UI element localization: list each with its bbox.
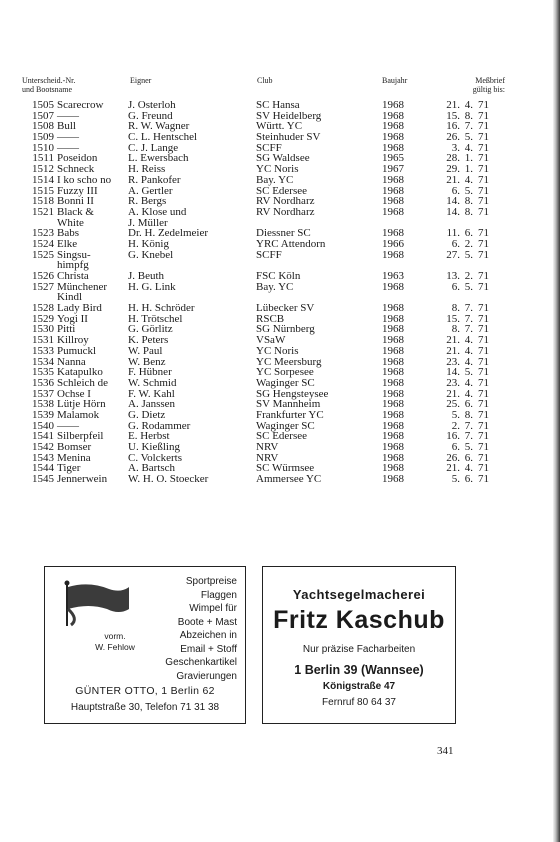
valid-month: 6. — [464, 473, 473, 486]
company-address-line: Hauptstraße 30, Telefon 71 31 38 — [70, 702, 220, 713]
boat-name: Elke — [57, 237, 78, 250]
boat-number: 1534 — [32, 355, 54, 368]
build-year: 1968 — [382, 376, 404, 389]
valid-day: 21. — [446, 334, 460, 347]
valid-month: 5. — [464, 184, 473, 197]
club-name: FSC Köln — [256, 270, 301, 283]
valid-year: 71 — [478, 419, 489, 432]
header-owner: Eigner — [130, 76, 152, 85]
boat-name: Killroy — [57, 334, 89, 347]
boat-number: 1511 — [32, 152, 54, 165]
product-item: Wimpel für — [189, 603, 237, 614]
formerly-label: vorm. W. Fehlow — [95, 631, 135, 652]
header-valid-until: Meßbrief gültig bis: — [472, 76, 505, 94]
owner-name: Dr. H. Zedelmeier — [128, 227, 209, 240]
valid-day: 6. — [451, 441, 460, 454]
valid-month: 4. — [464, 141, 473, 154]
boat-name: —— — [57, 109, 79, 122]
boat-name: Bomser — [57, 441, 92, 454]
valid-year: 71 — [478, 141, 489, 154]
boat-number: 1542 — [32, 441, 54, 454]
valid-month: 5. — [464, 280, 473, 293]
build-year: 1968 — [382, 248, 404, 261]
owner-name: E. Herbst — [128, 430, 170, 443]
build-year: 1968 — [382, 184, 404, 197]
valid-year: 71 — [478, 227, 489, 240]
valid-year: 71 — [478, 366, 489, 379]
boat-name: —— — [57, 131, 79, 144]
club-name: Frankfurter YC — [256, 408, 324, 421]
valid-day: 6. — [451, 237, 460, 250]
boat-number: 1525 — [32, 248, 54, 261]
valid-day: 21. — [446, 344, 460, 357]
owner-name: G. Knebel — [128, 248, 174, 261]
build-year: 1968 — [382, 387, 404, 400]
header-club: Club — [257, 76, 273, 85]
valid-year: 71 — [478, 323, 489, 336]
boat-register-table — [0, 100, 560, 485]
ad-slogan: Nur präzise Facharbeiten — [302, 644, 416, 655]
club-name: SC Edersee — [256, 184, 308, 197]
boat-number: 1505 — [32, 99, 54, 111]
product-item: Flaggen — [200, 589, 237, 601]
boat-name: Lütje Hörn — [57, 398, 106, 411]
valid-month: 7. — [464, 419, 473, 432]
club-name: RV Nordharz — [256, 195, 315, 208]
product-item: Boote + Mast — [177, 616, 237, 628]
table-row — [0, 207, 560, 228]
club-name: SV Mannheim — [256, 398, 321, 411]
boat-number: 1544 — [32, 462, 54, 475]
boat-number: 1538 — [32, 398, 54, 411]
build-year: 1968 — [382, 141, 404, 154]
club-name: SC Edersee — [256, 430, 308, 443]
valid-year: 71 — [478, 205, 489, 218]
owner-name: A. Klose und J. Müller — [128, 205, 187, 229]
valid-month: 1. — [464, 152, 473, 165]
club-name: Ammersee YC — [256, 473, 322, 486]
club-name: Waginger SC — [256, 376, 315, 389]
build-year: 1968 — [382, 355, 404, 368]
valid-day: 15. — [446, 312, 460, 325]
boat-name: Black & White — [57, 205, 94, 229]
valid-month: 4. — [464, 99, 473, 111]
valid-year: 71 — [478, 462, 489, 475]
boat-name: Christa — [57, 270, 89, 283]
valid-day: 16. — [446, 120, 460, 133]
build-year: 1968 — [382, 302, 404, 315]
valid-day: 14. — [446, 366, 460, 379]
valid-month: 5. — [464, 441, 473, 454]
valid-year: 71 — [478, 280, 489, 293]
owner-name: G. Rodammer — [128, 419, 191, 432]
valid-day: 8. — [451, 323, 460, 336]
table-row — [0, 282, 560, 303]
valid-day: 6. — [451, 184, 460, 197]
valid-day: 29. — [446, 163, 460, 176]
club-name: Diessner SC — [256, 227, 311, 240]
build-year: 1968 — [382, 451, 404, 464]
boat-name: Yogi II — [57, 312, 88, 325]
valid-day: 13. — [446, 270, 460, 283]
club-name: RV Nordharz — [256, 205, 315, 218]
ad-city: 1 Berlin 39 (Wannsee) — [294, 663, 424, 677]
header-year: Baujahr — [382, 76, 408, 85]
valid-month: 7. — [464, 120, 473, 133]
owner-name: A. Janssen — [128, 398, 176, 411]
valid-year: 71 — [478, 408, 489, 421]
build-year: 1968 — [382, 366, 404, 379]
owner-name: W. Schmid — [128, 376, 177, 389]
valid-month: 8. — [464, 195, 473, 208]
boat-name: Tiger — [57, 462, 81, 475]
valid-month: 4. — [464, 344, 473, 357]
owner-name: R. W. Wagner — [128, 120, 190, 133]
boat-name: —— — [57, 419, 79, 432]
ad-street: Königstraße 47 — [322, 681, 396, 692]
owner-name: R. Pankofer — [128, 173, 181, 186]
club-name: YC Sorpesee — [256, 366, 314, 379]
build-year: 1968 — [382, 398, 404, 411]
build-year: 1968 — [382, 195, 404, 208]
valid-month: 2. — [464, 270, 473, 283]
valid-day: 5. — [451, 473, 460, 486]
boat-name: Schneck — [57, 163, 95, 176]
boat-number: 1518 — [32, 195, 54, 208]
boat-number: 1512 — [32, 163, 54, 176]
table-row — [0, 175, 560, 186]
boat-number: 1521 — [32, 205, 54, 218]
valid-month: 7. — [464, 323, 473, 336]
owner-name: A. Gertler — [128, 184, 173, 197]
ad-company-name: Fritz Kaschub — [273, 606, 445, 634]
build-year: 1968 — [382, 430, 404, 443]
ad-trade: Yachtsegelmacherei — [292, 587, 426, 602]
valid-month: 7. — [464, 312, 473, 325]
page-number: 341 — [437, 745, 454, 757]
product-item: Sportpreise — [185, 576, 237, 587]
table-row — [0, 378, 560, 389]
valid-day: 26. — [446, 451, 460, 464]
boat-name: Poseidon — [57, 152, 98, 165]
valid-day: 21. — [446, 462, 460, 475]
club-name: SC Hansa — [256, 99, 300, 111]
owner-name: A. Bartsch — [128, 462, 176, 475]
valid-day: 11. — [446, 227, 460, 240]
club-name: YC Noris — [256, 163, 299, 176]
build-year: 1963 — [382, 270, 404, 283]
valid-day: 5. — [451, 408, 460, 421]
owner-name: G. Görlitz — [128, 323, 173, 336]
boat-number: 1535 — [32, 366, 54, 379]
ad-phone: Fernruf 80 64 37 — [322, 697, 396, 708]
boat-name: Jennerwein — [57, 473, 108, 486]
valid-year: 71 — [478, 109, 489, 122]
owner-name: H. G. Link — [128, 280, 176, 293]
valid-day: 16. — [446, 430, 460, 443]
valid-year: 71 — [478, 355, 489, 368]
build-year: 1968 — [382, 280, 404, 293]
club-name: SV Heidelberg — [256, 109, 322, 122]
valid-month: 4. — [464, 334, 473, 347]
boat-number: 1524 — [32, 237, 54, 250]
valid-year: 71 — [478, 430, 489, 443]
boat-name: Babs — [57, 227, 79, 240]
boat-name: Katapulko — [57, 366, 103, 379]
owner-name: G. Freund — [128, 109, 173, 122]
valid-year: 71 — [478, 163, 489, 176]
product-item: Gravierungen — [176, 670, 237, 682]
boat-name: Scarecrow — [57, 99, 104, 111]
build-year: 1967 — [382, 163, 404, 176]
build-year: 1968 — [382, 408, 404, 421]
boat-name: Fuzzy III — [57, 184, 98, 197]
valid-day: 14. — [446, 205, 460, 218]
valid-day: 6. — [451, 280, 460, 293]
club-name: Württ. YC — [256, 120, 303, 133]
valid-year: 71 — [478, 334, 489, 347]
club-name: Bay. YC — [256, 173, 294, 186]
boat-number: 1536 — [32, 376, 54, 389]
build-year: 1968 — [382, 334, 404, 347]
boat-number: 1545 — [32, 473, 54, 486]
build-year: 1968 — [382, 462, 404, 475]
boat-number: 1537 — [32, 387, 54, 400]
club-name: SG Hengsteysee — [256, 387, 329, 400]
valid-year: 71 — [478, 473, 489, 486]
valid-day: 8. — [451, 302, 460, 315]
club-name: YRC Attendorn — [256, 237, 326, 250]
valid-month: 8. — [464, 408, 473, 421]
valid-month: 4. — [464, 387, 473, 400]
valid-day: 3. — [451, 141, 460, 154]
club-name: SCFF — [256, 141, 282, 154]
boat-number: 1509 — [32, 131, 54, 144]
valid-year: 71 — [478, 451, 489, 464]
club-name: Waginger SC — [256, 419, 315, 432]
build-year: 1968 — [382, 473, 404, 486]
club-name: RSCB — [256, 312, 285, 325]
owner-name: W. Benz — [128, 355, 166, 368]
valid-day: 21. — [446, 387, 460, 400]
club-name: SG Waldsee — [256, 152, 310, 165]
boat-number: 1515 — [32, 184, 54, 197]
valid-year: 71 — [478, 376, 489, 389]
valid-day: 23. — [446, 376, 460, 389]
boat-name: Pumuckl — [57, 344, 97, 357]
valid-month: 1. — [464, 163, 473, 176]
club-name: SG Nürnberg — [256, 323, 315, 336]
club-name: Steinhuder SV — [256, 131, 321, 144]
company-name-line: GÜNTER OTTO, 1 Berlin 62 — [75, 685, 215, 697]
owner-name: H. Reiss — [128, 163, 166, 176]
boat-name: Malamok — [57, 408, 100, 421]
boat-number: 1531 — [32, 334, 54, 347]
ad-fritz-kaschub — [262, 566, 456, 724]
build-year: 1966 — [382, 237, 404, 250]
valid-year: 71 — [478, 120, 489, 133]
build-year: 1965 — [382, 152, 404, 165]
build-year: 1968 — [382, 323, 404, 336]
owner-name: J. Beuth — [128, 270, 165, 283]
valid-month: 8. — [464, 109, 473, 122]
owner-name: W. Paul — [128, 344, 163, 357]
boat-name: Bull — [57, 120, 76, 133]
valid-year: 71 — [478, 441, 489, 454]
owner-name: C. L. Hentschel — [128, 131, 198, 144]
build-year: 1968 — [382, 109, 404, 122]
owner-name: F. Hübner — [128, 366, 172, 379]
valid-month: 6. — [464, 398, 473, 411]
boat-name: Bonni II — [57, 195, 94, 208]
valid-month: 5. — [464, 248, 473, 261]
valid-month: 6. — [464, 451, 473, 464]
boat-name: Münchener Kindl — [57, 280, 108, 304]
valid-month: 2. — [464, 237, 473, 250]
boat-name: Lady Bird — [57, 302, 102, 315]
owner-name: G. Dietz — [128, 408, 166, 421]
valid-month: 4. — [464, 173, 473, 186]
boat-number: 1510 — [32, 141, 54, 154]
valid-year: 71 — [478, 152, 489, 165]
build-year: 1968 — [382, 120, 404, 133]
valid-month: 4. — [464, 462, 473, 475]
valid-year: 71 — [478, 344, 489, 357]
valid-day: 23. — [446, 355, 460, 368]
valid-year: 71 — [478, 270, 489, 283]
boat-name: Menina — [57, 451, 91, 464]
valid-year: 71 — [478, 99, 489, 111]
club-name: Lübecker SV — [256, 302, 315, 315]
valid-day: 26. — [446, 131, 460, 144]
boat-name: I ko scho no — [57, 173, 112, 186]
valid-day: 25. — [446, 398, 460, 411]
product-item: Geschenkartikel — [165, 657, 237, 668]
valid-year: 71 — [478, 173, 489, 186]
club-name: NRV — [256, 451, 279, 464]
build-year: 1968 — [382, 227, 404, 240]
club-name: YC Noris — [256, 344, 299, 357]
boat-number: 1539 — [32, 408, 54, 421]
valid-year: 71 — [478, 131, 489, 144]
valid-day: 27. — [446, 248, 460, 261]
valid-month: 5. — [464, 366, 473, 379]
build-year: 1968 — [382, 312, 404, 325]
build-year: 1968 — [382, 99, 404, 111]
ad-guenter-otto — [44, 566, 246, 724]
boat-number: 1526 — [32, 270, 54, 283]
valid-month: 7. — [464, 430, 473, 443]
boat-name: Nanna — [57, 355, 86, 368]
valid-month: 4. — [464, 376, 473, 389]
table-row — [0, 474, 560, 485]
valid-month: 7. — [464, 302, 473, 315]
flag-logo-icon — [59, 579, 131, 627]
boat-name: Singsu- himpfg — [57, 248, 91, 272]
valid-month: 4. — [464, 355, 473, 368]
build-year: 1968 — [382, 419, 404, 432]
owner-name: L. Ewersbach — [128, 152, 189, 165]
valid-day: 21. — [446, 99, 460, 111]
boat-name: Ochse I — [57, 387, 91, 400]
table-row — [0, 250, 560, 271]
boat-number: 1529 — [32, 312, 54, 325]
owner-name: F. W. Kahl — [128, 387, 175, 400]
boat-number: 1543 — [32, 451, 54, 464]
owner-name: C. J. Lange — [128, 141, 179, 154]
boat-number: 1540 — [32, 419, 54, 432]
boat-number: 1514 — [32, 173, 54, 186]
valid-year: 71 — [478, 302, 489, 315]
valid-day: 14. — [446, 195, 460, 208]
boat-number: 1528 — [32, 302, 54, 315]
valid-year: 71 — [478, 312, 489, 325]
owner-name: C. Volckerts — [128, 451, 182, 464]
boat-name: —— — [57, 141, 79, 154]
valid-day: 21. — [446, 173, 460, 186]
build-year: 1968 — [382, 344, 404, 357]
boat-name: Silberpfeil — [57, 430, 104, 443]
boat-name: Schleich de — [57, 376, 109, 389]
valid-year: 71 — [478, 387, 489, 400]
valid-year: 71 — [478, 237, 489, 250]
build-year: 1968 — [382, 205, 404, 218]
valid-day: 15. — [446, 109, 460, 122]
owner-name: W. H. O. Stoecker — [128, 473, 209, 486]
valid-day: 28. — [446, 152, 460, 165]
owner-name: H. H. Schröder — [128, 302, 195, 315]
club-name: SCFF — [256, 248, 282, 261]
valid-month: 5. — [464, 131, 473, 144]
club-name: SC Würmsee — [256, 462, 315, 475]
owner-name: H. König — [128, 237, 169, 250]
valid-month: 6. — [464, 227, 473, 240]
product-item: Email + Stoff — [180, 643, 237, 655]
owner-name: J. Osterloh — [128, 99, 176, 111]
header-nr-name: Unterscheid.-Nr. und Bootsname — [22, 76, 76, 94]
boat-number: 1523 — [32, 227, 54, 240]
boat-name: Pitti — [57, 323, 76, 336]
club-name: Bay. YC — [256, 280, 294, 293]
valid-year: 71 — [478, 398, 489, 411]
valid-year: 71 — [478, 195, 489, 208]
owner-name: H. Trötschel — [128, 312, 183, 325]
owner-name: R. Bergs — [128, 195, 167, 208]
club-name: NRV — [256, 441, 279, 454]
boat-number: 1530 — [32, 323, 54, 336]
valid-year: 71 — [478, 184, 489, 197]
product-item: Abzeichen in — [179, 630, 237, 641]
owner-name: U. Kießling — [128, 441, 180, 454]
build-year: 1968 — [382, 173, 404, 186]
boat-number: 1541 — [32, 430, 54, 443]
club-name: VSaW — [256, 334, 286, 347]
owner-name: K. Peters — [128, 334, 169, 347]
table-row — [0, 346, 560, 357]
valid-month: 8. — [464, 205, 473, 218]
boat-number: 1527 — [32, 280, 54, 293]
build-year: 1968 — [382, 131, 404, 144]
product-list — [165, 575, 237, 683]
build-year: 1968 — [382, 441, 404, 454]
club-name: YC Meersburg — [256, 355, 322, 368]
boat-number: 1508 — [32, 120, 54, 133]
valid-day: 2. — [451, 419, 460, 432]
boat-number: 1533 — [32, 344, 54, 357]
boat-number: 1507 — [32, 109, 54, 122]
valid-year: 71 — [478, 248, 489, 261]
